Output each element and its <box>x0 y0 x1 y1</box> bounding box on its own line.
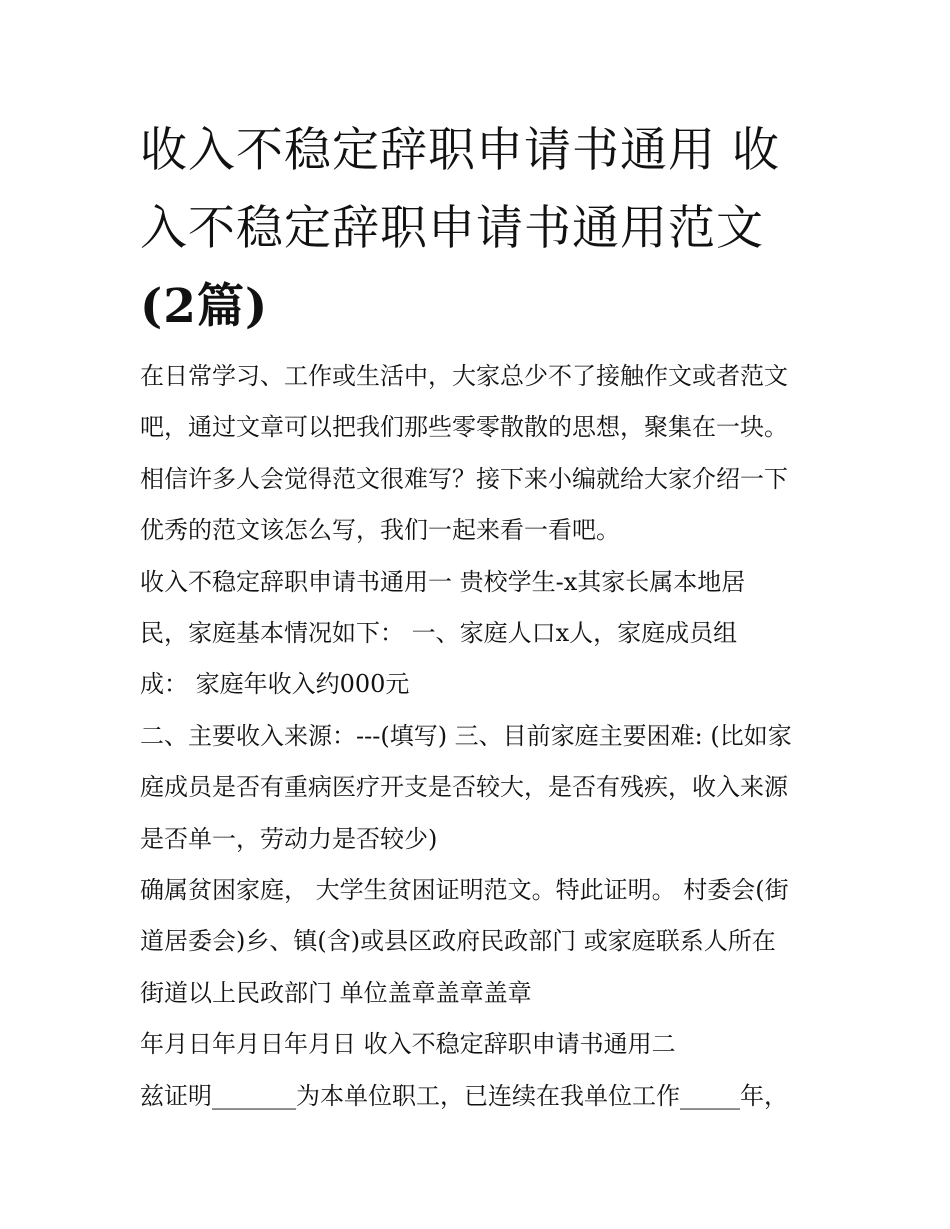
title-line-3: (2篇) <box>140 279 269 334</box>
body-line: 优秀的范文该怎么写，我们一起来看一看吧。 <box>140 516 620 545</box>
body-line: 街道以上民政部门 单位盖章盖章盖章 <box>140 978 532 1007</box>
document-title <box>140 112 830 346</box>
body-line: 庭成员是否有重病医疗开支是否较大，是否有残疾，收入来源 <box>140 773 788 802</box>
body-line: 兹证明_______为本单位职工，已连续在我单位工作_____年， <box>140 1081 788 1110</box>
body-line: 是否单一，劳动力是否较少) <box>140 824 438 853</box>
body-line: 吧，通过文章可以把我们那些零零散散的思想，聚集在一块。 <box>140 413 788 442</box>
title-line-2: 入不稳定辞职申请书通用范文 <box>140 201 764 256</box>
body-line: 成： 家庭年收入约000元 <box>140 670 410 699</box>
document-body <box>140 351 830 1122</box>
body-line: 确属贫困家庭， 大学生贫困证明范文。特此证明。 村委会(街 <box>140 876 789 905</box>
body-line: 相信许多人会觉得范文很难写？接下来小编就给大家介绍一下 <box>140 464 788 493</box>
body-line: 民，家庭基本情况如下： 一、家庭人口x人，家庭成员组 <box>140 619 738 648</box>
body-line: 道居委会)乡、镇(含)或县区政府民政部门 或家庭联系人所在 <box>140 927 776 956</box>
body-line: 年月日年月日年月日 收入不稳定辞职申请书通用二 <box>140 1030 676 1059</box>
title-line-1: 收入不稳定辞职申请书通用 收 <box>140 123 780 178</box>
body-line: 收入不稳定辞职申请书通用一 贵校学生-x其家长属本地居 <box>140 567 746 596</box>
body-line: 在日常学习、工作或生活中，大家总少不了接触作文或者范文 <box>140 362 788 390</box>
body-line: 二、主要收入来源：---(填写) 三、目前家庭主要困难: (比如家 <box>140 721 792 750</box>
